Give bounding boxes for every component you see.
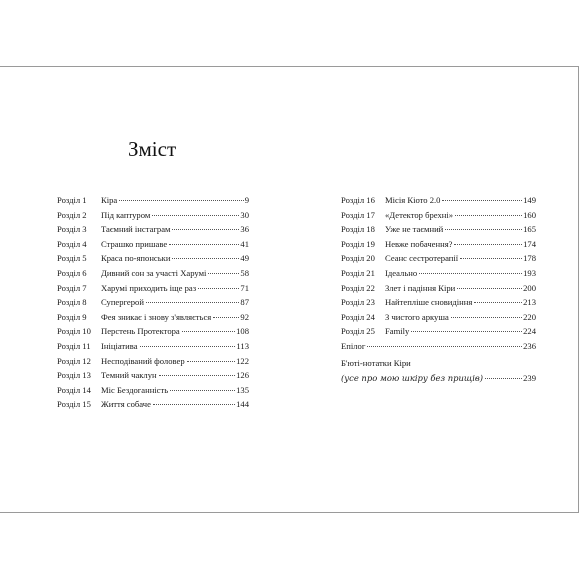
chapter-title: Фея зникає і знову з'являється [101, 311, 212, 322]
dot-leader [140, 345, 236, 347]
dot-leader [445, 228, 522, 230]
chapter-label: Розділ 13 [57, 370, 91, 381]
chapter-label: Розділ 23 [341, 297, 375, 308]
dot-leader [198, 287, 239, 289]
chapter-label: Розділ 11 [57, 340, 91, 351]
page-number: 165 [523, 224, 536, 235]
chapter-title: Таємний інстаграм [101, 224, 171, 235]
chapter-label: Розділ 9 [57, 311, 87, 322]
toc-entry [57, 339, 249, 354]
chapter-label: Розділ 10 [57, 326, 91, 337]
toc-entry [57, 251, 249, 266]
page-number: 122 [236, 355, 249, 366]
chapter-title: Несподіваний фоловер [101, 355, 185, 366]
toc-entry [341, 266, 536, 281]
chapter-title: «Детектор брехні» [385, 209, 454, 220]
page-number: 160 [523, 209, 536, 220]
chapter-title: Під каптуром [101, 209, 151, 220]
toc-entry [341, 208, 536, 223]
chapter-label: Розділ 1 [57, 195, 87, 205]
toc-appendix [341, 356, 536, 385]
dot-leader [119, 199, 243, 201]
page-number: 92 [240, 311, 249, 322]
chapter-label: Розділ 8 [57, 297, 87, 308]
toc-left-column [57, 193, 249, 412]
dot-leader [208, 272, 239, 274]
appendix-title-row [341, 356, 536, 371]
chapter-label: Розділ 15 [57, 399, 91, 410]
dot-leader [474, 301, 522, 303]
dot-leader [451, 316, 522, 318]
toc-entry [57, 281, 249, 296]
page-number: 149 [523, 195, 536, 205]
dot-leader [457, 287, 522, 289]
dot-leader [460, 257, 522, 259]
page-number: 49 [240, 253, 249, 264]
chapter-label: Розділ 21 [341, 267, 375, 278]
page-number: 36 [240, 224, 249, 235]
dot-leader [187, 360, 235, 362]
chapter-title: Краса по-японськи [101, 253, 171, 264]
dot-leader [152, 214, 239, 216]
page-number: 144 [236, 399, 249, 410]
chapter-title: Ідеально [385, 267, 418, 278]
chapter-title: Сеанс сестротерапії [385, 253, 459, 264]
chapter-title: Страшко пришаве [101, 238, 168, 249]
dot-leader [454, 243, 522, 245]
chapter-title: Місія Кіото 2.0 [385, 195, 441, 205]
page-number: 71 [240, 282, 249, 293]
toc-entry [57, 222, 249, 237]
chapter-title: Міс Бездоганність [101, 384, 169, 395]
toc-title: Зміст [128, 137, 177, 161]
chapter-title: Темний чаклун [101, 370, 157, 381]
dot-leader [146, 301, 239, 303]
chapter-title: З чистого аркуша [385, 311, 449, 322]
toc-entry [57, 324, 249, 339]
toc-entry [57, 266, 249, 281]
chapter-label: Розділ 14 [57, 384, 91, 395]
page-number: 9 [244, 195, 249, 205]
chapter-label: Розділ 2 [57, 209, 87, 220]
toc-entry [57, 310, 249, 325]
toc-entry [341, 193, 536, 208]
page-number: 30 [240, 209, 249, 220]
appendix-subtitle: (усе про мою шкіру без прищів) [341, 372, 484, 383]
chapter-label: Розділ 6 [57, 267, 87, 278]
toc-entry [341, 324, 536, 339]
appendix-page-number: 239 [523, 372, 536, 383]
chapter-title: Family [385, 326, 410, 337]
chapter-label: Розділ 20 [341, 253, 375, 264]
toc-entry [341, 310, 536, 325]
chapter-label: Розділ 7 [57, 282, 87, 293]
page-number: 87 [240, 297, 249, 308]
chapter-label: Розділ 24 [341, 311, 375, 322]
chapter-title: Харумі приходить іще раз [101, 282, 197, 293]
toc-entry [341, 237, 536, 252]
dot-leader [172, 228, 239, 230]
chapter-title: Злет і падіння Кіри [385, 282, 456, 293]
chapter-label: Розділ 12 [57, 355, 91, 366]
dot-leader [169, 243, 239, 245]
dot-leader [159, 374, 235, 376]
page-number: 135 [236, 384, 249, 395]
dot-leader [485, 377, 522, 379]
page-number: 126 [236, 370, 249, 381]
chapter-label: Розділ 4 [57, 238, 87, 249]
toc-entry [57, 295, 249, 310]
dot-leader [419, 272, 522, 274]
toc-entry [57, 237, 249, 252]
chapter-label: Розділ 3 [57, 224, 87, 235]
page-number: 220 [523, 311, 536, 322]
toc-entry [341, 339, 536, 354]
chapter-title: Найтепліше сновидіння [385, 297, 473, 308]
chapter-title: Супергерой [101, 297, 144, 308]
toc-entry [57, 383, 249, 398]
chapter-title: Життя собаче [101, 399, 151, 410]
chapter-title: Перстень Протектора [101, 326, 180, 337]
page-number: 193 [523, 267, 536, 278]
page-number: 41 [240, 238, 249, 249]
page-number: 174 [523, 238, 536, 249]
page-number: 213 [523, 297, 536, 308]
toc-entry [57, 368, 249, 383]
dot-leader [153, 403, 235, 405]
page-number: 58 [240, 267, 249, 278]
toc-entry [341, 222, 536, 237]
chapter-title: Кіра [101, 195, 118, 205]
dot-leader [213, 316, 239, 318]
chapter-title: Дивний сон за участі Харумі [101, 267, 207, 278]
appendix-subtitle-row [341, 371, 536, 386]
toc-entry [57, 208, 249, 223]
chapter-title: Ініціатива [101, 340, 138, 351]
chapter-label: Епілог [341, 340, 366, 351]
page-number: 224 [523, 326, 536, 337]
page-number: 108 [236, 326, 249, 337]
dot-leader [442, 199, 522, 201]
page-number: 200 [523, 282, 536, 293]
dot-leader [172, 257, 239, 259]
toc-entry [57, 354, 249, 369]
chapter-title: Уже не таємний [385, 224, 444, 235]
toc-entry [57, 193, 249, 208]
dot-leader [182, 330, 235, 332]
toc-entry [341, 251, 536, 266]
toc-entry [341, 295, 536, 310]
chapter-label: Розділ 5 [57, 253, 87, 264]
chapter-label: Розділ 19 [341, 238, 375, 249]
dot-leader [170, 389, 235, 391]
page-number: 178 [523, 253, 536, 264]
chapter-title: Невже побачення? [385, 238, 453, 249]
chapter-label: Розділ 16 [341, 195, 375, 205]
dot-leader [455, 214, 522, 216]
dot-leader [411, 330, 522, 332]
chapter-label: Розділ 17 [341, 209, 375, 220]
chapter-label: Розділ 25 [341, 326, 375, 337]
page-number: 236 [523, 340, 536, 351]
chapter-label: Розділ 18 [341, 224, 375, 235]
appendix-title: Б'юті-нотатки Кіри [341, 358, 411, 368]
dot-leader [367, 345, 522, 347]
toc-entry [341, 281, 536, 296]
page-number: 113 [236, 340, 249, 351]
toc-right-column [341, 193, 536, 354]
chapter-label: Розділ 22 [341, 282, 375, 293]
toc-entry [57, 397, 249, 412]
